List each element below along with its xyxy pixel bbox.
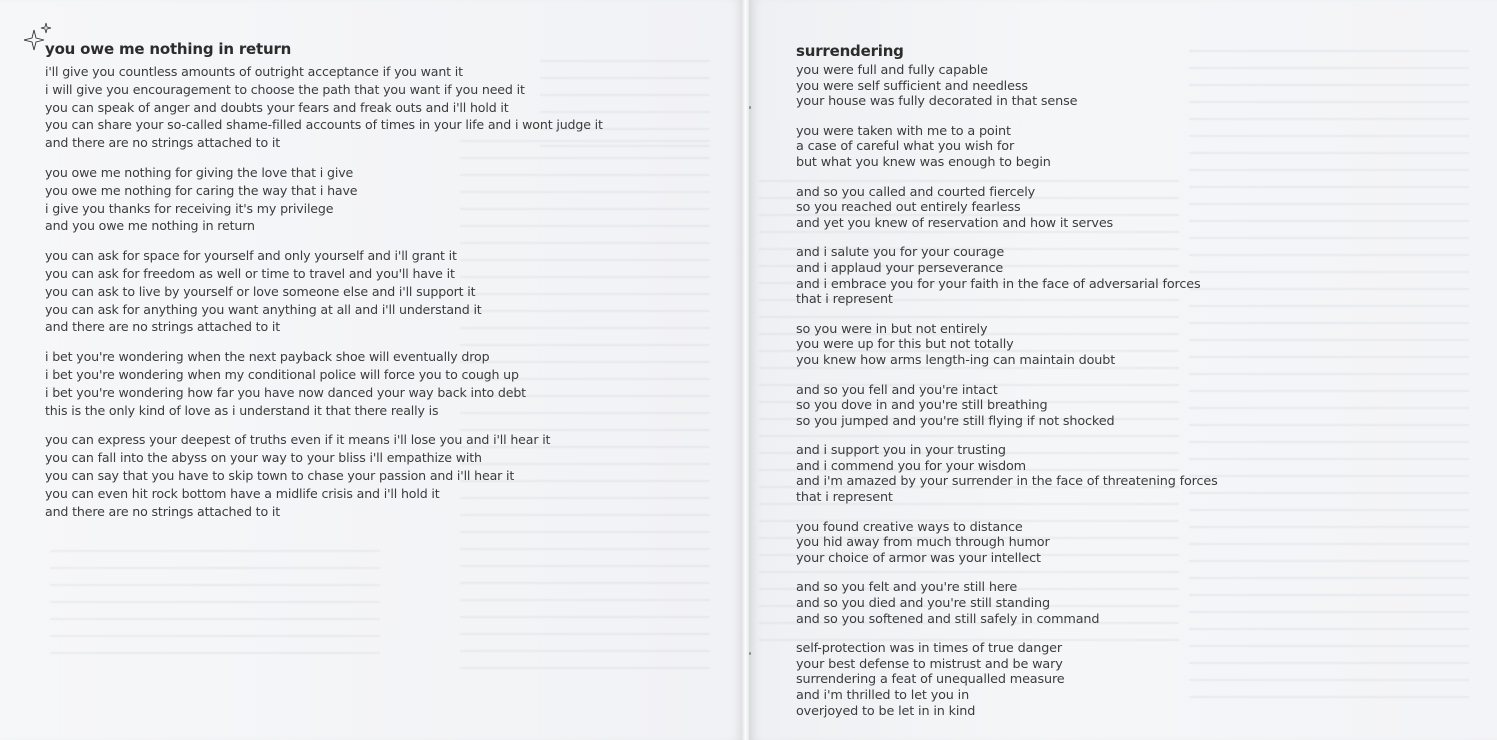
lyric-line: and i support you in your trusting <box>796 443 1006 459</box>
left-page <box>0 0 742 740</box>
stanza <box>796 124 1218 171</box>
stanza <box>796 520 1218 567</box>
lyric-line: your house was fully decorated in that sense <box>796 94 1078 110</box>
stanza <box>796 185 1218 232</box>
song-title: you owe me nothing in return <box>45 40 292 58</box>
lyric-line: you can ask for space for yourself and only yourself and i'll grant it <box>45 248 457 264</box>
lyric-line: overjoyed to be let in in kind <box>796 703 976 719</box>
lyric-line: i bet you're wondering when my conditional police will force you to cough up <box>45 366 519 382</box>
lyric-line: self-protection was in times of true danger <box>796 641 1062 657</box>
lyric-line: surrendering a feat of unequalled measure <box>796 672 1065 688</box>
lyric-line: you can say that you have to skip town to chase your passion and i'll hear it <box>45 467 515 483</box>
stanza <box>796 383 1218 430</box>
lyric-line: you owe me nothing for caring the way that i have <box>45 182 358 198</box>
song-lyrics <box>796 63 1218 733</box>
stanza <box>796 245 1218 307</box>
lyric-line: you can ask to live by yourself or love someone else and i'll support it <box>45 283 476 299</box>
show-through-texture <box>50 550 380 660</box>
lyric-line: so you reached out entirely fearless <box>796 200 1021 216</box>
lyric-line: and i embrace you for your faith in the face of adversarial forces <box>796 276 1201 292</box>
lyric-line: and so you died and you're still standing <box>796 596 1050 612</box>
stanza <box>45 348 603 419</box>
stanza <box>796 443 1218 505</box>
lyric-line: you found creative ways to distance <box>796 519 1023 535</box>
lyric-line: you can share your so-called shame-filled accounts of times in your life and i wont judge it <box>45 117 603 133</box>
stanza <box>796 322 1218 369</box>
lyric-line: your choice of armor was your intellect <box>796 550 1041 566</box>
lyric-line: you were up for this but not totally <box>796 337 1014 353</box>
lyric-line: that i represent <box>796 292 893 308</box>
lyric-line: and so you softened and still safely in command <box>796 611 1100 627</box>
stanza <box>796 580 1218 627</box>
lyric-line: i give you thanks for receiving it's my privilege <box>45 200 334 216</box>
stanza <box>45 431 603 520</box>
lyric-line: and yet you knew of reservation and how it serves <box>796 215 1114 231</box>
lyric-line: and you owe me nothing in return <box>45 218 255 234</box>
lyric-line: you can ask for freedom as well or time to travel and you'll have it <box>45 265 455 281</box>
lyric-line: your best defense to mistrust and be wary <box>796 656 1063 672</box>
lyric-line: and there are no strings attached to it <box>45 135 280 151</box>
lyric-line: and i commend you for your wisdom <box>796 458 1026 474</box>
lyric-line: you hid away from much through humor <box>796 535 1050 551</box>
lyric-line: and so you called and courted fiercely <box>796 184 1036 200</box>
right-page <box>749 0 1497 740</box>
lyric-line: and there are no strings attached to it <box>45 503 280 519</box>
song-lyrics <box>45 63 603 532</box>
lyric-line: and so you fell and you're intact <box>796 382 998 398</box>
stanza <box>45 164 603 235</box>
lyric-line: and i salute you for your courage <box>796 245 1005 261</box>
lyric-line: you can express your deepest of truths even if it means i'll lose you and i'll hear it <box>45 432 551 448</box>
lyric-line: you were taken with me to a point <box>796 123 1011 139</box>
lyric-line: and i'm amazed by your surrender in the face of threatening forces <box>796 474 1218 490</box>
lyric-line: and there are no strings attached to it <box>45 319 280 335</box>
lyric-line: and i'm thrilled to let you in <box>796 688 970 703</box>
lyric-line: i bet you're wondering when the next payback shoe will eventually drop <box>45 349 490 365</box>
lyric-line: you were full and fully capable <box>796 63 988 78</box>
lyric-line: i will give you encouragement to choose the path that you want if you need it <box>45 81 525 97</box>
lyric-line: you owe me nothing for giving the love that i give <box>45 164 354 180</box>
lyric-line: and so you felt and you're still here <box>796 580 1018 596</box>
paper-speck <box>749 106 751 109</box>
lyric-line: you can even hit rock bottom have a midlife crisis and i'll hold it <box>45 485 440 501</box>
lyric-line: that i represent <box>796 490 893 506</box>
song-title: surrendering <box>796 42 904 60</box>
lyric-line: you can speak of anger and doubts your fears and freak outs and i'll hold it <box>45 99 509 115</box>
stanza <box>796 641 1218 719</box>
lyric-line: you can fall into the abyss on your way to your bliss i'll empathize with <box>45 450 482 466</box>
lyric-line: so you jumped and you're still flying if not shocked <box>796 413 1115 429</box>
lyric-line: i bet you're wondering how far you have now danced your way back into debt <box>45 384 526 400</box>
lyric-line: you can ask for anything you want anything at all and i'll understand it <box>45 301 482 317</box>
show-through-texture <box>1189 50 1469 700</box>
lyric-line: this is the only kind of love as i understand it that there really is <box>45 402 439 418</box>
lyric-line: so you dove in and you're still breathing <box>796 398 1048 414</box>
lyric-line: you knew how arms length-ing can maintain doubt <box>796 352 1116 368</box>
lyric-line: so you were in but not entirely <box>796 321 988 337</box>
lyric-line: a case of careful what you wish for <box>796 139 1015 155</box>
stanza <box>45 247 603 336</box>
lyric-line: you were self sufficient and needless <box>796 78 1028 94</box>
lyric-line: but what you knew was enough to begin <box>796 154 1051 170</box>
stanza <box>796 63 1218 110</box>
stanza <box>45 63 603 152</box>
lyric-line: and i applaud your perseverance <box>796 260 1004 276</box>
paper-speck <box>749 652 751 655</box>
lyric-line: i'll give you countless amounts of outright acceptance if you want it <box>45 64 463 79</box>
book-gutter <box>742 0 749 740</box>
